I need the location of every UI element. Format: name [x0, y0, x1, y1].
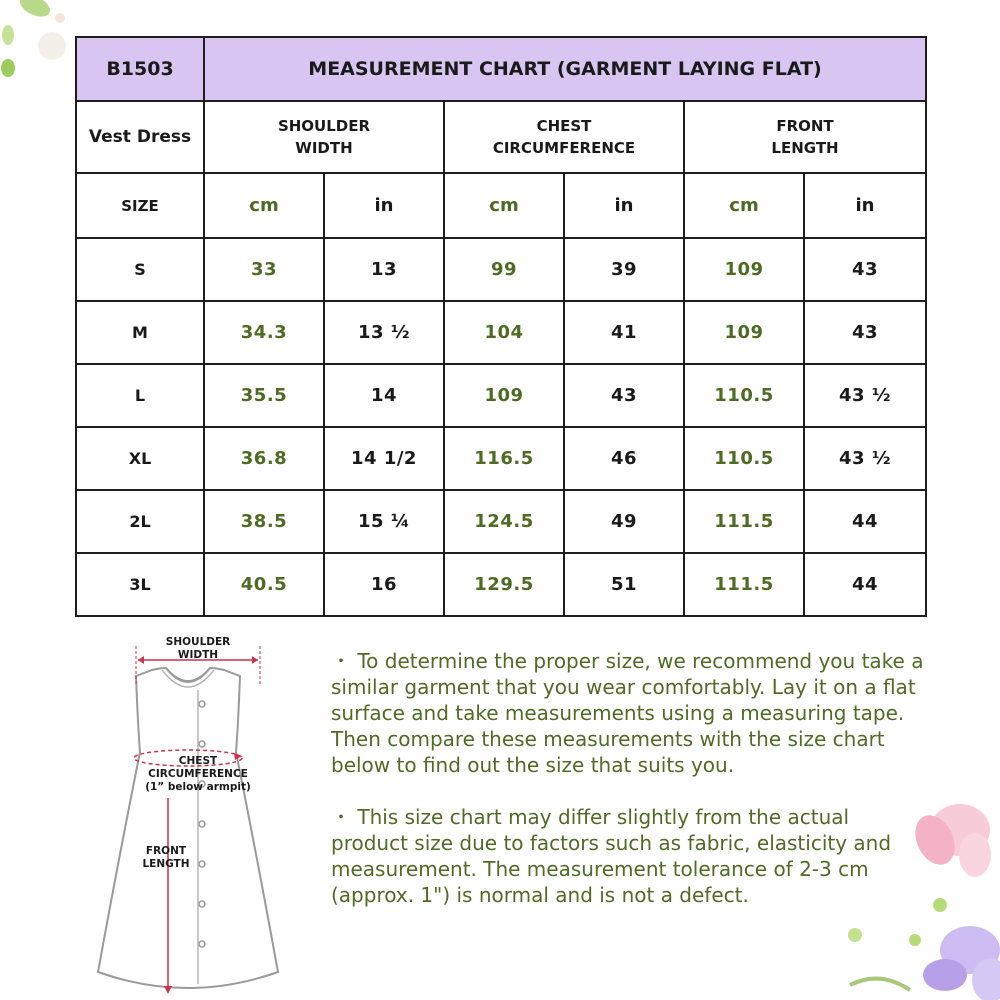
garment-style-name: Vest Dress — [76, 101, 204, 173]
unit-cm: cm — [204, 173, 324, 238]
front-length-label-line2: LENGTH — [142, 858, 190, 870]
leaf-decoration-top-left — [0, 0, 80, 80]
table-row — [76, 301, 926, 364]
column-header-shoulder-width: SHOULDER WIDTH — [204, 101, 444, 173]
table-header-row — [76, 101, 926, 173]
chest-in-cell: 43 — [564, 364, 684, 427]
shoulder-cm-cell: 38.5 — [204, 490, 324, 553]
size-cell: XL — [76, 427, 204, 490]
table-row — [76, 238, 926, 301]
unit-cm: cm — [444, 173, 564, 238]
unit-in: in — [804, 173, 926, 238]
table-title-row — [76, 37, 926, 101]
product-code: B1503 — [76, 37, 204, 101]
size-cell: M — [76, 301, 204, 364]
front-in-cell: 43 — [804, 301, 926, 364]
front-length-label-line1: FRONT — [145, 845, 187, 857]
chest-cm-cell: 116.5 — [444, 427, 564, 490]
chest-in-cell: 39 — [564, 238, 684, 301]
shoulder-cm-cell: 36.8 — [204, 427, 324, 490]
vest-dress-diagram — [60, 632, 320, 1000]
table-row — [76, 553, 926, 616]
shoulder-cm-cell: 33 — [204, 238, 324, 301]
chest-label-line2: CIRCUMFERENCE — [148, 768, 248, 780]
unit-cm: cm — [684, 173, 804, 238]
shoulder-in-cell: 15 ¼ — [324, 490, 444, 553]
chest-label-line3: (1” below armpit) — [145, 781, 251, 793]
front-cm-cell: 110.5 — [684, 364, 804, 427]
shoulder-cm-cell: 34.3 — [204, 301, 324, 364]
front-cm-cell: 111.5 — [684, 490, 804, 553]
front-in-cell: 44 — [804, 553, 926, 616]
unit-in: in — [564, 173, 684, 238]
table-row — [76, 364, 926, 427]
shoulder-in-cell: 13 — [324, 238, 444, 301]
shoulder-label-line2: WIDTH — [177, 649, 219, 661]
front-in-cell: 43 — [804, 238, 926, 301]
front-cm-cell: 109 — [684, 238, 804, 301]
chest-in-cell: 41 — [564, 301, 684, 364]
column-header-chest-circumference: CHEST CIRCUMFERENCE — [444, 101, 684, 173]
front-in-cell: 43 ½ — [804, 364, 926, 427]
table-row — [76, 427, 926, 490]
unit-in: in — [324, 173, 444, 238]
note-tolerance: ・ This size chart may differ slightly from the actual product size due to factors such as fabric, elasticity and measurement. The measurement tolerance of 2-3 cm (approx. 1") is normal and is not a defect. — [331, 805, 892, 907]
front-in-cell: 44 — [804, 490, 926, 553]
front-cm-cell: 110.5 — [684, 427, 804, 490]
chest-cm-cell: 124.5 — [444, 490, 564, 553]
chest-label-line1: CHEST — [178, 755, 218, 767]
dress-outline — [98, 668, 278, 988]
front-in-cell: 43 ½ — [804, 427, 926, 490]
shoulder-in-cell: 14 — [324, 364, 444, 427]
shoulder-cm-cell: 35.5 — [204, 364, 324, 427]
chest-in-cell: 51 — [564, 553, 684, 616]
shoulder-cm-cell: 40.5 — [204, 553, 324, 616]
size-column-label: SIZE — [76, 173, 204, 238]
column-header-front-length: FRONT LENGTH — [684, 101, 926, 173]
chest-cm-cell: 109 — [444, 364, 564, 427]
size-cell: 2L — [76, 490, 204, 553]
size-cell: 3L — [76, 553, 204, 616]
shoulder-in-cell: 14 1/2 — [324, 427, 444, 490]
chest-in-cell: 49 — [564, 490, 684, 553]
front-cm-cell: 111.5 — [684, 553, 804, 616]
chest-cm-cell: 129.5 — [444, 553, 564, 616]
front-cm-cell: 109 — [684, 301, 804, 364]
chest-in-cell: 46 — [564, 427, 684, 490]
shoulder-in-cell: 16 — [324, 553, 444, 616]
sizing-notes — [331, 648, 931, 908]
chart-title: MEASUREMENT CHART (GARMENT LAYING FLAT) — [204, 37, 926, 101]
chest-cm-cell: 104 — [444, 301, 564, 364]
unit-row — [76, 173, 926, 238]
chest-cm-cell: 99 — [444, 238, 564, 301]
size-cell: S — [76, 238, 204, 301]
note-how-to-measure: ・ To determine the proper size, we recommend you take a similar garment that you wear comfortably. Lay it on a flat surface and take measurements using a measuring tape. Then compare these measurements with the size chart below to find out the size that suits you. — [331, 649, 924, 777]
table-row — [76, 490, 926, 553]
shoulder-in-cell: 13 ½ — [324, 301, 444, 364]
measurement-chart-table — [75, 36, 927, 617]
shoulder-label-line1: SHOULDER — [165, 636, 231, 648]
size-cell: L — [76, 364, 204, 427]
